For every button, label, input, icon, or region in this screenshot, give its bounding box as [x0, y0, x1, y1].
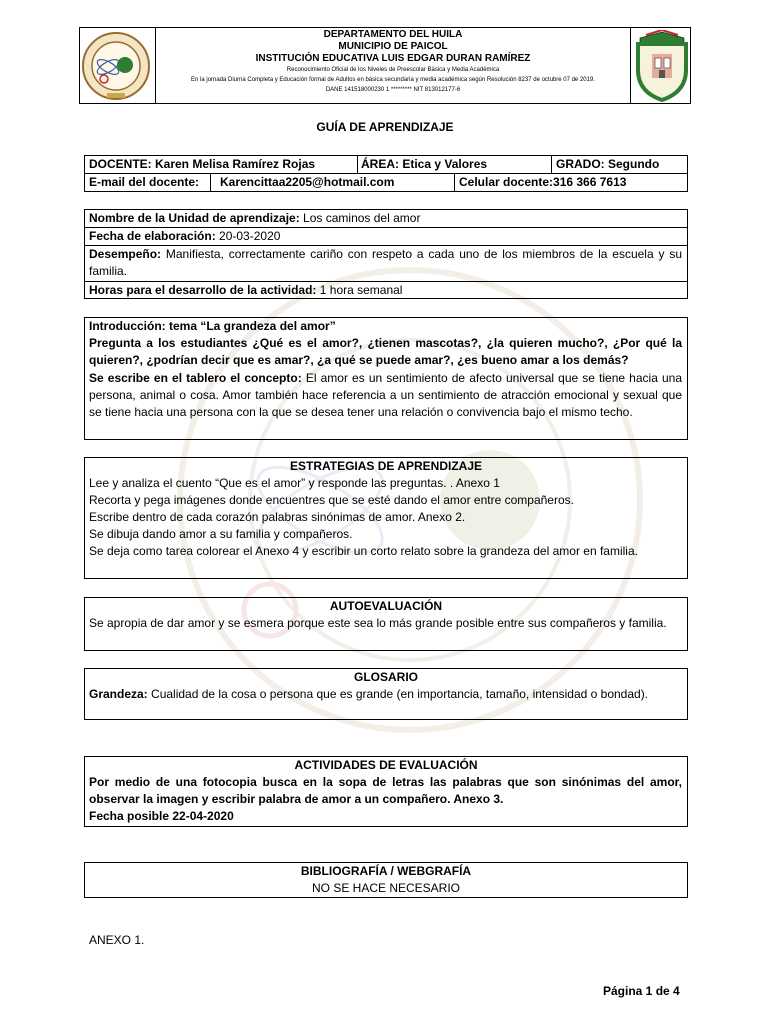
header-resolution: En la jornada Diurna Completa y Educación formal de Adultos en básica secundaria y media académica según Resolución 8237 de octubre 07 de 2019. [191, 77, 595, 83]
bibliography-text: NO SE HACE NECESARIO [311, 881, 461, 895]
evaluation-title: ACTIVIDADES DE EVALUACIÓN [294, 758, 478, 772]
strategies-list [89, 475, 684, 560]
unit-hours-label: Horas para el desarrollo de la actividad: [89, 283, 317, 297]
header-recognition: Reconocimiento Oficial de los Niveles de Preescolar Básica y Media Académica [286, 67, 500, 73]
glossary-title: GLOSARIO [353, 670, 418, 684]
institution-seal-logo [80, 31, 152, 101]
docente-cell: DOCENTE: Karen Melisa Ramírez Rojas [89, 157, 316, 171]
unit-hours-row [89, 282, 684, 299]
strategy-item: Recorta y pega imágenes donde encuentres que se esté dando el amor entre compañeros. [89, 493, 574, 507]
unit-hours-value: 1 hora semanal [316, 283, 403, 297]
unit-date-label: Fecha de elaboración: [89, 229, 216, 243]
glossary-term: Grandeza: [89, 687, 148, 701]
strategy-item: Escribe dentro de cada corazón palabras sinónimas de amor. Anexo 2. [89, 510, 466, 524]
unit-date-value: 20-03-2020 [215, 229, 281, 243]
grado-cell: GRADO: Segundo [556, 157, 660, 171]
intro-concept [89, 370, 682, 421]
evaluation-text: Por medio de una fotocopia busca en la sopa de letras las palabras que son sinónimas del amor, observar la imagen y escribir palabra de amor a un compañero. Anexo 3. [89, 775, 682, 806]
unit-name-label: Nombre de la Unidad de aprendizaje: [89, 211, 300, 225]
strategy-item: Lee y analiza el cuento “Que es el amor” y responde las preguntas. . Anexo 1 [89, 476, 500, 490]
glossary-entry [89, 686, 684, 703]
intro-concept-text: El amor es un sentimiento de afecto universal que se tiene hacia una persona, animal o cosa. Amor también hace referencia a un sentimiento de atracción emocional y sexual que se tiene hacia una persona con la que se desea tener una relación o convivencia bajo el mismo techo. [89, 371, 682, 419]
unit-name-value: Los caminos del amor [299, 211, 421, 225]
strategies-title: ESTRATEGIAS DE APRENDIZAJE [289, 459, 483, 473]
email-label: E-mail del docente: [89, 175, 200, 189]
page-title: GUÍA DE APRENDIZAJE [316, 120, 454, 134]
unit-performance-value: Manifiesta, correctamente cariño con respeto a cada uno de los miembros de la escuela y su familia. [89, 247, 682, 278]
intro-questions: Pregunta a los estudiantes ¿Qué es el amor?, ¿tienen mascotas?, ¿la quieren mucho?, ¿Por qué la quieren?, ¿podrían decir que es amar?, ¿a qué se puede amar?, ¿es bueno amar a los demás? [89, 336, 682, 367]
celular-cell: Celular docente:316 366 7613 [459, 175, 627, 189]
email-value[interactable]: Karencittaa2205@hotmail.com [220, 175, 395, 189]
header-dane-nit: DANE 141518000230 1 ********* NIT 813012177-6 [325, 87, 461, 93]
self-assessment-title: AUTOEVALUACIÓN [329, 599, 443, 613]
strategy-item: Se dibuja dando amor a su familia y compañeros. [89, 527, 353, 541]
header-divider-right [630, 27, 631, 104]
bibliography-title: BIBLIOGRAFÍA / WEBGRAFÍA [300, 864, 472, 878]
unit-performance-label: Desempeño: [89, 247, 162, 261]
area-cell: ÁREA: Etica y Valores [361, 157, 488, 171]
page-number: Página 1 de 4 [603, 984, 680, 998]
evaluation-date: Fecha posible 22-04-2020 [89, 809, 234, 823]
unit-date-row [89, 228, 684, 245]
intro-title: Introducción: tema “La grandeza del amor” [89, 319, 336, 333]
annex-heading: ANEXO 1. [89, 933, 145, 947]
header-institution: INSTITUCIÓN EDUCATIVA LUIS EDGAR DURAN RAMÍREZ [255, 53, 531, 64]
self-assessment-text: Se apropia de dar amor y se esmera porque este sea lo más grande posible entre sus compañeros y familia. [89, 616, 667, 630]
strategy-item: Se deja como tarea colorear el Anexo 4 y escribir un corto relato sobre la grandeza del amor en familia. [89, 544, 638, 558]
municipal-shield-logo [634, 30, 690, 102]
unit-performance-row [89, 246, 682, 280]
header-department: DEPARTAMENTO DEL HUILA [323, 29, 463, 40]
intro-concept-label: Se escribe en el tablero el concepto: [89, 371, 302, 385]
header-municipality: MUNICIPIO DE PAICOL [338, 41, 448, 52]
unit-name-row [89, 210, 684, 227]
glossary-definition: Cualidad de la cosa o persona que es grande (en importancia, tamaño, intensidad o bondad). [147, 687, 649, 701]
